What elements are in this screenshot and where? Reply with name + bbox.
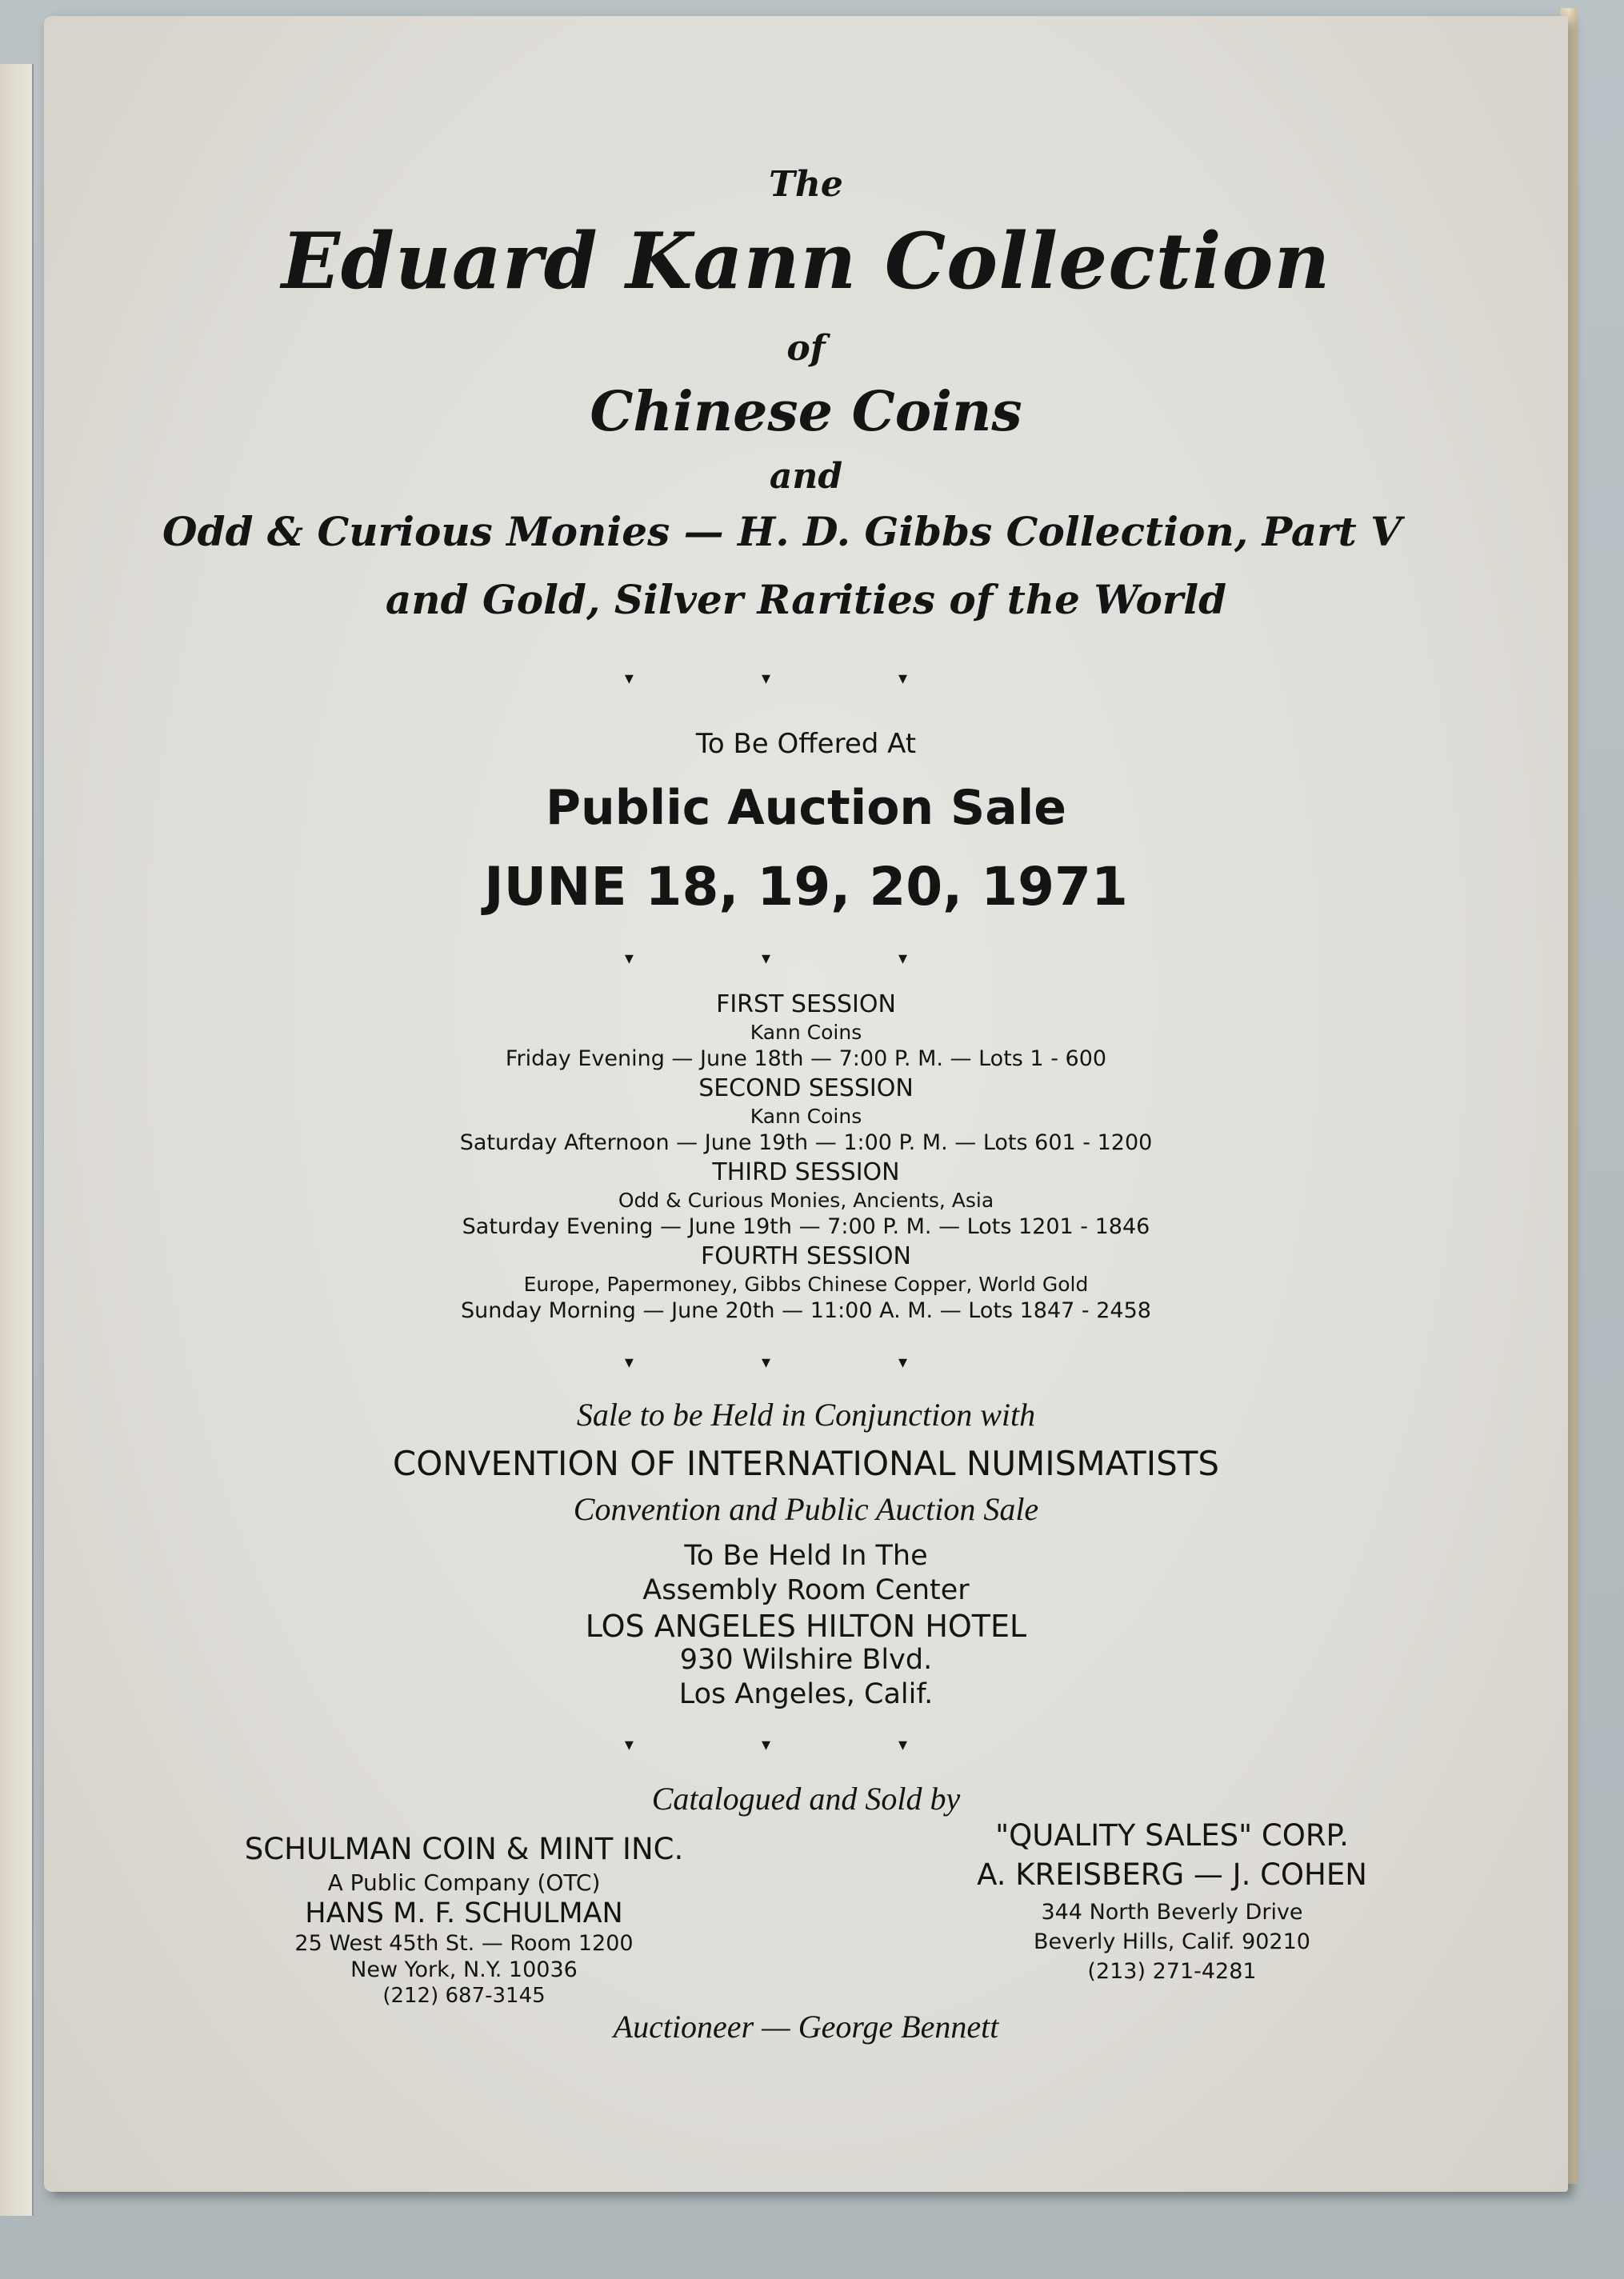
ornament-icon: ▾ — [624, 948, 714, 968]
seller-left-street: 25 West 45th St. — Room 1200 — [294, 1931, 634, 1956]
venue-line-1: To Be Held In The — [684, 1540, 928, 1572]
catalog-title-page — [44, 16, 1568, 2192]
auctioneer: Auctioneer — George Bennett — [613, 2009, 999, 2045]
session-name: SECOND SESSION — [698, 1074, 914, 1102]
left-page-edge — [0, 64, 34, 2216]
seller-right-phone: (213) 271-4281 — [1087, 1959, 1257, 1984]
seller-right-company: "QUALITY SALES" CORP. — [995, 1818, 1349, 1853]
title-line-3: and Gold, Silver Rarities of the World — [385, 576, 1227, 623]
ornament-icon: ▾ — [761, 948, 851, 968]
sale-type: Public Auction Sale — [546, 780, 1066, 836]
convention-subtitle: Convention and Public Auction Sale — [573, 1491, 1039, 1527]
session-name: FIRST SESSION — [716, 990, 896, 1018]
ornament-icon: ▾ — [624, 668, 714, 688]
title-of: of — [786, 328, 826, 369]
catalogued-by: Catalogued and Sold by — [651, 1781, 961, 1817]
venue-street: 930 Wilshire Blvd. — [679, 1644, 933, 1676]
offer-intro: To Be Offered At — [695, 728, 917, 760]
session-detail: Saturday Evening — June 19th — 7:00 P. M. — Lots 1201 - 1846 — [462, 1214, 1150, 1239]
session-detail: Sunday Morning — June 20th — 11:00 A. M. — Lots 1847 - 2458 — [461, 1298, 1151, 1323]
ornament-icon: ▾ — [898, 1352, 988, 1372]
session-content: Europe, Papermoney, Gibbs Chinese Copper, World Gold — [523, 1273, 1089, 1296]
title-subject: Chinese Coins — [590, 380, 1022, 444]
ornament-divider-2 — [44, 948, 1568, 969]
session-detail: Saturday Afternoon — June 19th — 1:00 P. M. — Lots 601 - 1200 — [459, 1130, 1153, 1155]
ornament-icon: ▾ — [761, 1734, 851, 1754]
ornament-icon: ▾ — [624, 1352, 714, 1372]
venue-hotel: LOS ANGELES HILTON HOTEL — [585, 1609, 1027, 1644]
ornament-icon: ▾ — [898, 948, 988, 968]
session-name: FOURTH SESSION — [701, 1242, 911, 1270]
seller-right — [924, 1818, 1420, 1984]
session-name: THIRD SESSION — [712, 1158, 900, 1186]
ornament-icon: ▾ — [761, 1352, 851, 1372]
title-the: The — [769, 164, 843, 205]
venue-line-2: Assembly Room Center — [642, 1574, 970, 1606]
seller-right-city: Beverly Hills, Calif. 90210 — [1034, 1929, 1310, 1954]
session-content: Kann Coins — [750, 1105, 862, 1128]
session-content: Odd & Curious Monies, Ancients, Asia — [618, 1189, 994, 1212]
ornament-icon: ▾ — [898, 668, 988, 688]
venue-city: Los Angeles, Calif. — [678, 1678, 934, 1710]
seller-left-city: New York, N.Y. 10036 — [350, 1957, 578, 1982]
convention-name: CONVENTION OF INTERNATIONAL NUMISMATISTS — [392, 1444, 1220, 1483]
ornament-divider-3 — [44, 1352, 1568, 1373]
ornament-divider-1 — [44, 668, 1568, 689]
seller-right-street: 344 North Beverly Drive — [1041, 1900, 1303, 1925]
seller-right-people: A. KREISBERG — J. COHEN — [977, 1857, 1367, 1892]
seller-left-type: A Public Company (OTC) — [327, 1869, 601, 1896]
ornament-divider-4 — [44, 1734, 1568, 1755]
seller-left — [192, 1832, 736, 2008]
seller-left-person: HANS M. F. SCHULMAN — [305, 1897, 623, 1929]
title-and: and — [769, 456, 843, 497]
collection-title: Eduard Kann Collection — [281, 216, 1331, 306]
sale-dates: JUNE 18, 19, 20, 1971 — [484, 856, 1128, 918]
convention-intro: Sale to be Held in Conjunction with — [576, 1397, 1036, 1433]
session-content: Kann Coins — [750, 1021, 862, 1044]
session-detail: Friday Evening — June 18th — 7:00 P. M. — Lots 1 - 600 — [505, 1046, 1107, 1071]
ornament-icon: ▾ — [624, 1734, 714, 1754]
ornament-icon: ▾ — [898, 1734, 988, 1754]
title-line-2: Odd & Curious Monies — H. D. Gibbs Collection, Part V — [162, 508, 1402, 555]
seller-left-company: SCHULMAN COIN & MINT INC. — [244, 1832, 684, 1866]
seller-left-phone: (212) 687-3145 — [382, 1984, 546, 2008]
ornament-icon: ▾ — [761, 668, 851, 688]
